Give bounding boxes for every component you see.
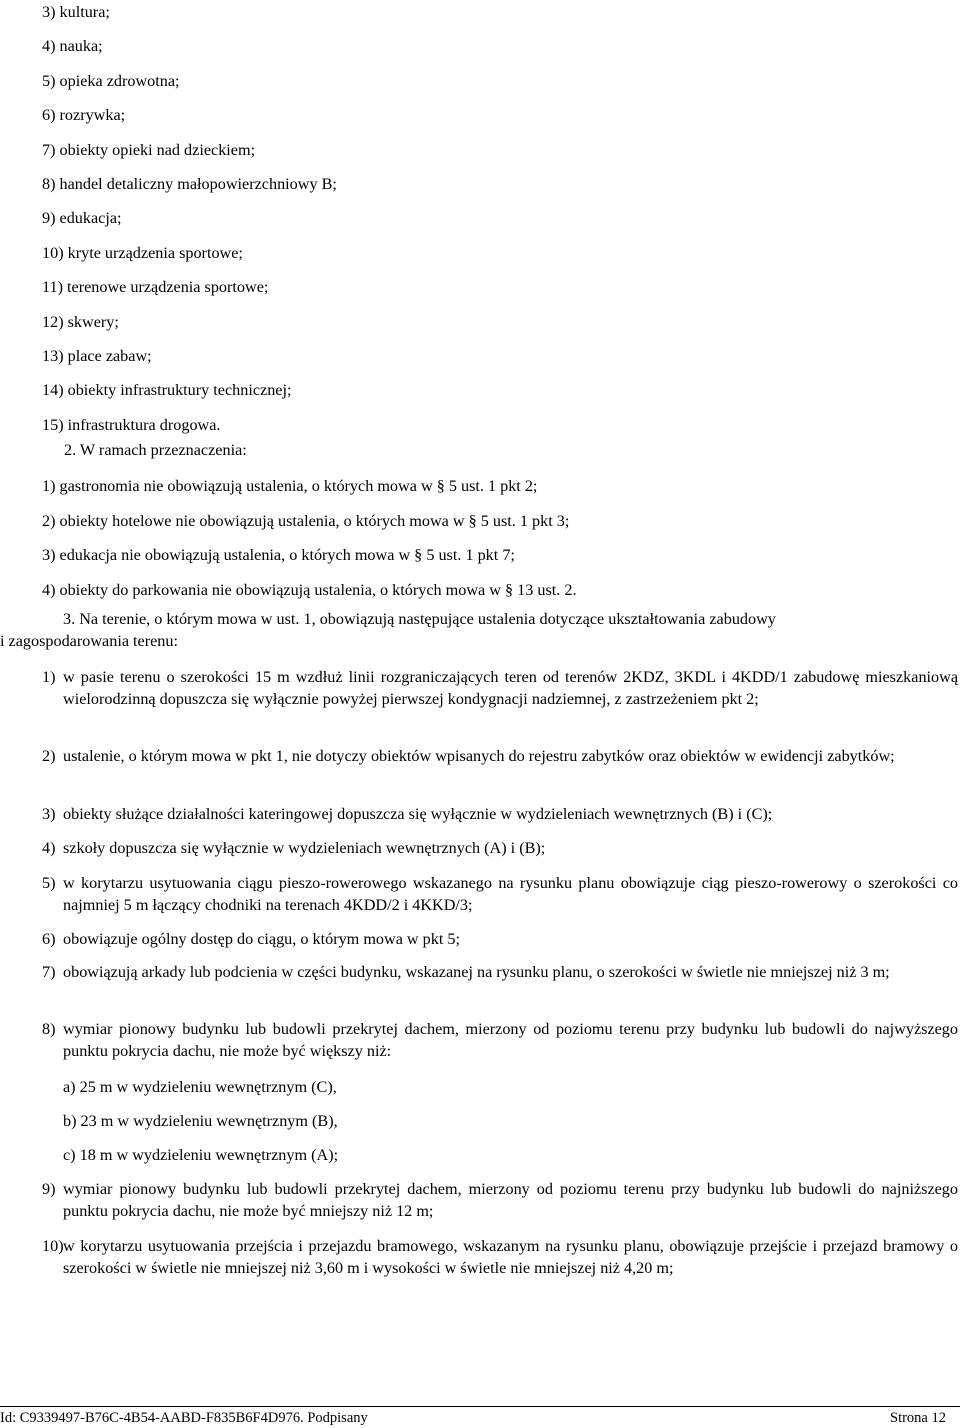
list-item: 9) edukacja; [42,209,122,228]
document-id: Id: C9339497-B76C-4B54-AABD-F835B6F4D976. Podpisany [0,1410,368,1426]
item-text: wymiar pionowy budynku lub budowli przekrytej dachem, mierzony od poziomu terenu przy budynku lub budowli do najniższego punktu pokrycia dachu, nie może być mniejszy niż 12 m; [63,1180,958,1220]
list-item: 6) rozrywka; [42,106,126,125]
list-item: 13) place zabaw; [42,346,152,365]
item-number: 1) [42,668,56,686]
item-number: 3) [42,805,56,823]
list-item: 1) gastronomia nie obowiązują ustalenia, o których mowa w § 5 ust. 1 pkt 2; [42,477,538,495]
item-text: ustalenie, o którym mowa w pkt 1, nie dotyczy obiektów wpisanych do rejestru zabytków oraz obiektów w ewidencji zabytków; [63,747,895,765]
item-text: obiekty służące działalności kateringowej dopuszcza się wyłącznie w wydzieleniach wewnętrznych (B) i (C); [63,805,773,823]
list-item: 8) handel detaliczny małopowierzchniowy B; [42,174,337,193]
list-item: 11) terenowe urządzenia sportowe; [42,278,269,297]
page-footer [0,1409,960,1427]
list-item: 12) skwery; [42,312,119,331]
section-heading: 2. W ramach przeznaczenia: [64,441,247,459]
item-text: w korytarzu usytuowania przejścia i przejazdu bramowego, wskazanym na rysunku planu, obowiązuje przejście i przejazd bramowy o szerokości w świetle nie mniejszej niż 3,60 m i wysokości w świetle nie mniejszej niż 4,20 m; [63,1237,958,1277]
list-item: 10) kryte urządzenia sportowe; [42,243,243,262]
item-text: b) 23 m w wydzieleniu wewnętrznym (B), [63,1112,338,1130]
list-item: 3) edukacja nie obowiązują ustalenia, o których mowa w § 5 ust. 1 pkt 7; [42,546,515,564]
section-lead-line: i zagospodarowania terenu: [0,632,178,650]
item-text: w korytarzu usytuowania ciągu pieszo-rowerowego wskazanego na rysunku planu obowiązuje ciąg pieszo-rowerowy o szerokości co najmniej 5 m łączący chodniki na terenach 4KDD/2 i 4KKD/3; [63,874,958,914]
list-item: 14) obiekty infrastruktury technicznej; [42,381,292,400]
item-text: a) 25 m w wydzieleniu wewnętrznym (C), [63,1078,337,1096]
item-text: c) 18 m w wydzieleniu wewnętrznym (A); [63,1146,339,1164]
item-number: 7) [42,963,56,981]
item-text: obowiązują arkady lub podcienia w części budynku, wskazanej na rysunku planu, o szerokości w świetle nie mniejszej niż 3 m; [63,963,890,981]
item-number: 10) [42,1237,64,1255]
item-number: 9) [42,1180,56,1198]
item-number: 2) [42,747,56,765]
page-number: Strona 12 [890,1410,946,1426]
list-item: 3) kultura; [42,3,110,21]
item-number: 4) [42,839,56,857]
item-text: szkoły dopuszcza się wyłącznie w wydzieleniach wewnętrznych (A) i (B); [63,839,546,857]
item-number: 6) [42,930,56,948]
list-item: 4) obiekty do parkowania nie obowiązują ustalenia, o których mowa w § 13 ust. 2. [42,581,577,599]
list-item: 2) obiekty hotelowe nie obowiązują ustalenia, o których mowa w § 5 ust. 1 pkt 3; [42,512,570,530]
list-item: 4) nauka; [42,37,103,56]
item-number: 8) [42,1020,56,1038]
item-text: obowiązuje ogólny dostęp do ciągu, o którym mowa w pkt 5; [63,930,460,948]
section-lead-line: 3. Na terenie, o którym mowa w ust. 1, obowiązują następujące ustalenia dotyczące ukształtowania zabudowy [63,610,776,628]
use-list [42,0,942,447]
item-text: w pasie terenu o szerokości 15 m wzdłuż linii rozgraniczających teren od terenów 2KDZ, 3KDL i 4KDD/1 zabudowę mieszkaniową wielorodzinną dopuszcza się wyłącznie powyżej pierwszej kondygnacji nadziemnej, z zastrzeżeniem pkt 2; [63,668,958,708]
item-number: 5) [42,874,56,892]
item-text: wymiar pionowy budynku lub budowli przekrytej dachem, mierzony od poziomu terenu przy budynku lub budowli do najwyższego punktu pokrycia dachu, nie może być większy niż: [63,1020,958,1060]
list-item: 15) infrastruktura drogowa. [42,415,221,434]
list-item: 5) opieka zdrowotna; [42,71,180,90]
list-item: 7) obiekty opieki nad dzieckiem; [42,140,256,159]
footer-divider [0,1406,960,1407]
